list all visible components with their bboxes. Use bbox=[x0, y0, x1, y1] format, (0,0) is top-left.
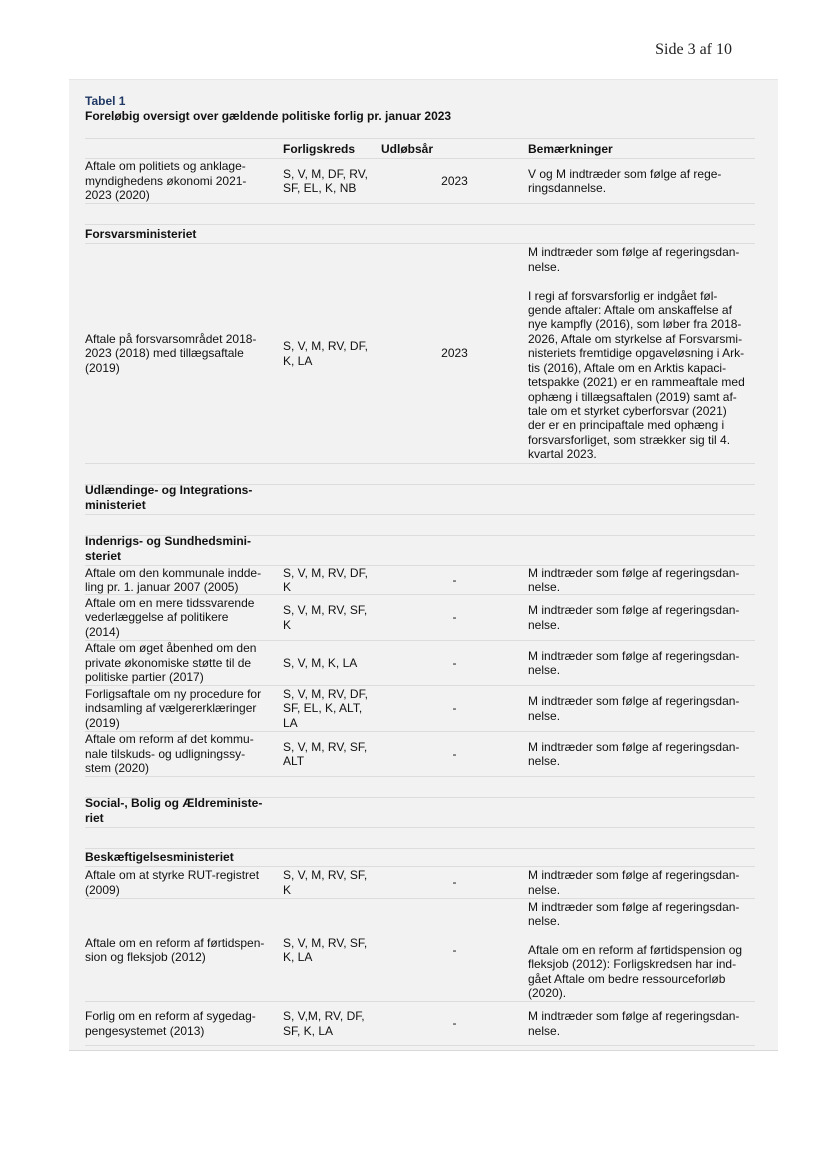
section-heading bbox=[85, 484, 755, 515]
section-title: Forsvarsministeriet bbox=[85, 226, 197, 241]
parties-cell: S, V, M, RV, DF, K bbox=[283, 565, 368, 594]
agreement-cell: Aftale om en mere tidssvarende vederlæggelse af politikere (2014) bbox=[85, 595, 255, 639]
table-row bbox=[85, 566, 755, 595]
header-parties: Forligskreds bbox=[283, 141, 356, 156]
agreement-cell: Aftale om den kommunale indde- ling pr. 1. januar 2007 (2005) bbox=[85, 565, 262, 594]
parties-cell: S, V, M, RV, SF, ALT bbox=[283, 739, 368, 768]
table-row bbox=[85, 641, 755, 686]
section-title: Udlændinge- og Integrations- ministeriet bbox=[85, 483, 253, 512]
remarks-cell: M indtræder som følge af regeringsdan- nelse. bbox=[528, 603, 740, 632]
expiry-cell: - bbox=[452, 875, 457, 890]
expiry-cell: - bbox=[452, 610, 457, 625]
table-label: Tabel 1 bbox=[85, 94, 126, 108]
table-row bbox=[85, 686, 755, 732]
parties-cell: S, V, M, DF, RV, SF, EL, K, NB bbox=[283, 166, 368, 195]
parties-cell: S, V, M, RV, DF, K, LA bbox=[283, 339, 368, 368]
expiry-cell: - bbox=[452, 701, 457, 716]
parties-cell: S, V, M, K, LA bbox=[283, 655, 358, 670]
table-row bbox=[85, 1002, 755, 1046]
table-row bbox=[85, 899, 755, 1002]
remarks-cell: V og M indtræder som følge af rege- ringsdannelse. bbox=[528, 166, 722, 195]
table-title: Foreløbig oversigt over gældende politiske forlig pr. januar 2023 bbox=[85, 109, 452, 123]
expiry-cell: - bbox=[452, 942, 457, 957]
agreement-cell: Aftale om politiets og anklage- myndighedens økonomi 2021- 2023 (2020) bbox=[85, 159, 247, 203]
header-remarks: Bemærkninger bbox=[528, 141, 613, 156]
parties-cell: S, V, M, RV, SF, K, LA bbox=[283, 935, 368, 964]
section-title: Social-, Bolig og Ældreministe- riet bbox=[85, 796, 263, 825]
remarks-cell: M indtræder som følge af regeringsdan- nelse. bbox=[528, 1009, 740, 1038]
table-row bbox=[85, 159, 755, 204]
agreement-cell: Aftale om reform af det kommu- nale tilskuds- og udligningssy- stem (2020) bbox=[85, 732, 254, 776]
remarks-cell: M indtræder som følge af regeringsdan- nelse. Aftale om en reform af førtidspension og fleksjob (2012): Forligskredsen har ind- gået Aftale om bedre ressourceforløb (2020). bbox=[528, 899, 743, 1001]
agreement-cell: Forlig om en reform af sygedag- pengesystemet (2013) bbox=[85, 1009, 256, 1038]
agreement-cell: Forligsaftale om ny procedure for indsamling af vælgererklæringer (2019) bbox=[85, 686, 262, 730]
agreements-table bbox=[85, 138, 755, 1046]
remarks-cell: M indtræder som følge af regeringsdan- nelse. bbox=[528, 648, 740, 677]
expiry-cell: - bbox=[452, 1016, 457, 1031]
remarks-cell: M indtræder som følge af regeringsdan- nelse. bbox=[528, 868, 740, 897]
expiry-cell: 2023 bbox=[441, 173, 468, 188]
section-heading bbox=[85, 535, 755, 566]
agreement-cell: Aftale om at styrke RUT-registret (2009) bbox=[85, 868, 260, 897]
parties-cell: S, V,M, RV, DF, SF, K, LA bbox=[283, 1009, 365, 1038]
table-row bbox=[85, 244, 755, 464]
expiry-cell: - bbox=[452, 572, 457, 587]
expiry-cell: 2023 bbox=[441, 346, 468, 361]
table-header-row bbox=[85, 138, 755, 159]
table-row bbox=[85, 867, 755, 899]
remarks-cell: M indtræder som følge af regeringsdan- nelse. bbox=[528, 694, 740, 723]
header-expiry: Udløbsår bbox=[381, 141, 434, 156]
section-heading bbox=[85, 224, 755, 244]
expiry-cell: - bbox=[452, 746, 457, 761]
page-number: Side 3 af 10 bbox=[655, 41, 732, 58]
remarks-cell: M indtræder som følge af regeringsdan- nelse. bbox=[528, 739, 740, 768]
agreement-cell: Aftale på forsvarsområdet 2018- 2023 (2018) med tillægsaftale (2019) bbox=[85, 331, 257, 375]
remarks-cell: M indtræder som følge af regeringsdan- nelse. bbox=[528, 565, 740, 594]
section-title: Beskæftigelsesministeriet bbox=[85, 849, 234, 864]
table-row bbox=[85, 732, 755, 777]
parties-cell: S, V, M, RV, SF, K bbox=[283, 868, 368, 897]
table-panel bbox=[69, 79, 778, 1051]
remarks-cell: M indtræder som følge af regeringsdan- nelse. I regi af forsvarsforlig er indgået føl- gende aftaler: Aftale om anskaffelse af nye kampfly (2016), som løber fra 2018- 2026, Aftale om styrkelse af Forsvarsmi- nisteriets fremtidige opgaveløsning i Ark- tis (2016), Aftale om en Arktis kapaci- tetspakke (2021) er en rammeaftale med ophæng i tillægsaftalen (2019) samt af- tale om et styrket cyberforsvar (2021) der er en principaftale med ophæng i forsvarsforliget, som strækker sig til 4. kvartal 2023. bbox=[528, 245, 745, 462]
agreement-cell: Aftale om øget åbenhed om den private økonomiske støtte til de politiske partier (2017) bbox=[85, 641, 257, 685]
parties-cell: S, V, M, RV, DF, SF, EL, K, ALT, LA bbox=[283, 686, 368, 730]
agreement-cell: Aftale om en reform af førtidspen- sion og fleksjob (2012) bbox=[85, 935, 265, 964]
section-heading bbox=[85, 848, 755, 867]
section-heading bbox=[85, 797, 755, 828]
section-title: Indenrigs- og Sundhedsmini- steriet bbox=[85, 534, 251, 563]
table-row bbox=[85, 595, 755, 641]
expiry-cell: - bbox=[452, 655, 457, 670]
parties-cell: S, V, M, RV, SF, K bbox=[283, 603, 368, 632]
